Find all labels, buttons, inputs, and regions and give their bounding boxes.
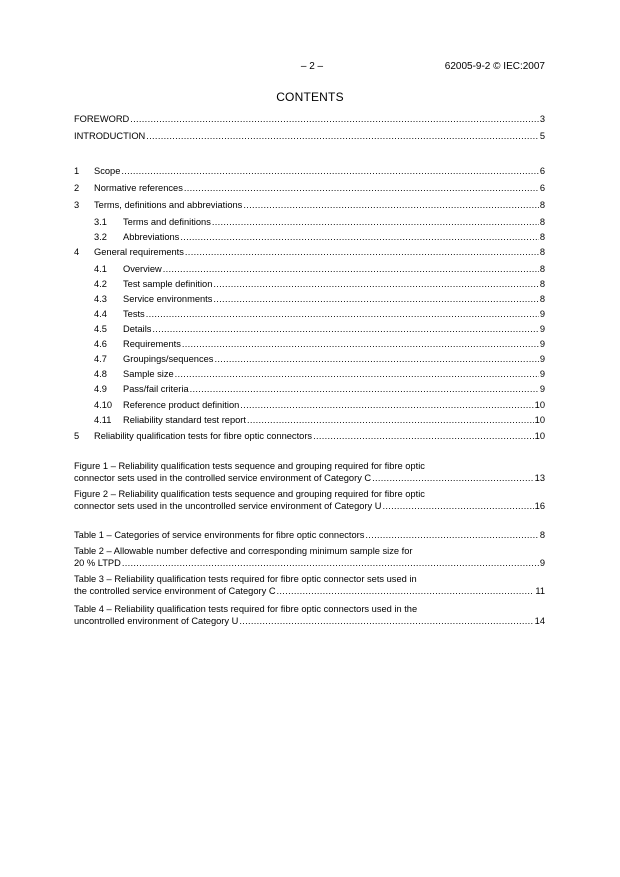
- toc-entry-figure[interactable]: [74, 500, 545, 512]
- section-number: 5: [74, 431, 80, 441]
- toc-entry-page: 5: [539, 131, 545, 141]
- toc-entry-table[interactable]: [74, 557, 545, 569]
- toc-entry-label: Reference product definition: [123, 400, 240, 410]
- toc-entry-page: 9: [539, 384, 545, 394]
- toc-entry-introduction[interactable]: [74, 130, 545, 142]
- table-of-contents: [74, 0, 545, 877]
- toc-entry-label: uncontrolled environment of Category U: [74, 616, 239, 626]
- toc-entry-page: 9: [539, 369, 545, 379]
- page-number: – 2 –: [300, 61, 324, 72]
- toc-entry-page: 6: [539, 166, 545, 176]
- section-number: 4.9: [94, 384, 107, 394]
- leader-dots: [190, 383, 539, 395]
- toc-entry-page: 9: [539, 339, 545, 349]
- toc-entry-page: 8: [539, 294, 545, 304]
- section-number: 4.1: [94, 264, 107, 274]
- toc-entry-page: 14: [534, 616, 545, 626]
- leader-dots: [365, 529, 538, 541]
- leader-dots: [212, 216, 539, 228]
- figure-entry-line: Figure 2 – Reliability qualification tests sequence and grouping required for fibre optic: [74, 489, 425, 499]
- toc-entry-section[interactable]: [74, 246, 545, 258]
- section-number: 4.11: [94, 415, 112, 425]
- section-number: 4.6: [94, 339, 107, 349]
- toc-entry-label: Terms and definitions: [123, 217, 211, 227]
- toc-entry-label: connector sets used in the uncontrolled service environment of Category U: [74, 501, 382, 511]
- toc-entry-label: General requirements: [94, 247, 184, 257]
- toc-entry-label: Table 1 – Categories of service environments for fibre optic connectors: [74, 530, 365, 540]
- leader-dots: [277, 585, 535, 597]
- section-number: 4.3: [94, 294, 107, 304]
- leader-dots: [146, 130, 539, 142]
- toc-entry-label: Terms, definitions and abbreviations: [94, 200, 243, 210]
- toc-entry-page: 8: [539, 264, 545, 274]
- toc-entry-label: Normative references: [94, 183, 183, 193]
- toc-entry-subsection[interactable]: [94, 353, 545, 365]
- leader-dots: [239, 615, 533, 627]
- leader-dots: [213, 293, 538, 305]
- toc-entry-section[interactable]: [74, 165, 545, 177]
- leader-dots: [180, 231, 538, 243]
- toc-entry-label: Pass/fail criteria: [123, 384, 189, 394]
- toc-entry-label: Groupings/sequences: [123, 354, 214, 364]
- toc-entry-page: 9: [539, 354, 545, 364]
- toc-entry-table[interactable]: [74, 615, 545, 627]
- table-entry-line: Table 2 – Allowable number defective and corresponding minimum sample size for: [74, 546, 413, 556]
- section-number: 3: [74, 200, 80, 210]
- leader-dots: [213, 278, 538, 290]
- toc-entry-page: 9: [539, 309, 545, 319]
- toc-entry-figure[interactable]: [74, 472, 545, 484]
- toc-entry-page: 11: [535, 586, 545, 596]
- toc-entry-label: Details: [123, 324, 152, 334]
- leader-dots: [214, 353, 538, 365]
- toc-entry-page: 10: [534, 400, 545, 410]
- toc-entry-label: Abbreviations: [123, 232, 180, 242]
- leader-dots: [121, 165, 538, 177]
- toc-entry-label: Tests: [123, 309, 145, 319]
- section-number: 4.7: [94, 354, 107, 364]
- toc-entry-label: Test sample definition: [123, 279, 213, 289]
- toc-entry-table[interactable]: [74, 529, 545, 541]
- toc-entry-section[interactable]: [74, 430, 545, 442]
- toc-entry-page: 8: [539, 247, 545, 257]
- leader-dots: [163, 263, 539, 275]
- toc-entry-label: Requirements: [123, 339, 181, 349]
- toc-entry-label: 20 % LTPD: [74, 558, 121, 568]
- toc-entry-subsection[interactable]: [94, 338, 545, 350]
- toc-entry-label: Reliability standard test report: [123, 415, 246, 425]
- leader-dots: [130, 113, 539, 125]
- leader-dots: [372, 472, 534, 484]
- toc-entry-subsection[interactable]: [94, 216, 545, 228]
- toc-entry-table[interactable]: [74, 585, 545, 597]
- toc-entry-label: connector sets used in the controlled service environment of Category C: [74, 473, 372, 483]
- toc-entry-page: 10: [534, 431, 545, 441]
- toc-entry-label: Sample size: [123, 369, 174, 379]
- leader-dots: [313, 430, 534, 442]
- toc-entry-page: 6: [539, 183, 545, 193]
- section-number: 4.5: [94, 324, 107, 334]
- toc-entry-subsection[interactable]: [94, 293, 545, 305]
- section-number: 2: [74, 183, 80, 193]
- leader-dots: [247, 414, 534, 426]
- toc-entry-page: 8: [539, 530, 545, 540]
- toc-entry-label: Service environments: [123, 294, 213, 304]
- toc-entry-page: 16: [534, 501, 545, 511]
- toc-entry-label: the controlled service environment of Category C: [74, 586, 276, 596]
- leader-dots: [146, 308, 539, 320]
- page-title: CONTENTS: [276, 90, 344, 104]
- toc-entry-subsection[interactable]: [94, 263, 545, 275]
- section-number: 1: [74, 166, 80, 176]
- leader-dots: [382, 500, 533, 512]
- table-entry-line: Table 3 – Reliability qualification tests required for fibre optic connector sets used in: [74, 574, 417, 584]
- toc-entry-page: 3: [539, 114, 545, 124]
- toc-entry-label: INTRODUCTION: [74, 131, 146, 141]
- section-number: 4.2: [94, 279, 107, 289]
- figure-entry-line: Figure 1 – Reliability qualification tests sequence and grouping required for fibre optic: [74, 461, 425, 471]
- toc-entry-subsection[interactable]: [94, 414, 545, 426]
- section-number: 4: [74, 247, 80, 257]
- table-entry-line: Table 4 – Reliability qualification tests required for fibre optic connectors used in the: [74, 604, 418, 614]
- toc-entry-section[interactable]: [74, 182, 545, 194]
- toc-entry-page: 8: [539, 279, 545, 289]
- section-number: 4.4: [94, 309, 107, 319]
- leader-dots: [182, 338, 539, 350]
- section-number: 3.2: [94, 232, 107, 242]
- toc-entry-foreword[interactable]: [74, 113, 545, 125]
- toc-entry-page: 9: [539, 324, 545, 334]
- toc-entry-label: Reliability qualification tests for fibre optic connectors: [94, 431, 313, 441]
- toc-entry-subsection[interactable]: [94, 231, 545, 243]
- toc-entry-subsection[interactable]: [94, 399, 545, 411]
- toc-entry-label: Overview: [123, 264, 162, 274]
- leader-dots: [184, 182, 539, 194]
- toc-entry-section[interactable]: [74, 199, 545, 211]
- leader-dots: [122, 557, 539, 569]
- toc-entry-subsection[interactable]: [94, 278, 545, 290]
- leader-dots: [243, 199, 539, 211]
- section-number: 4.8: [94, 369, 107, 379]
- toc-entry-page: 13: [534, 473, 545, 483]
- section-number: 3.1: [94, 217, 107, 227]
- leader-dots: [185, 246, 539, 258]
- toc-entry-label: FOREWORD: [74, 114, 130, 124]
- toc-entry-subsection[interactable]: [94, 323, 545, 335]
- toc-entry-page: 10: [534, 415, 545, 425]
- toc-entry-label: Scope: [94, 166, 121, 176]
- toc-entry-page: 8: [539, 217, 545, 227]
- standard-reference: 62005-9-2 © IEC:2007: [444, 61, 545, 72]
- section-number: 4.10: [94, 400, 113, 410]
- leader-dots: [152, 323, 538, 335]
- leader-dots: [175, 368, 539, 380]
- toc-entry-subsection[interactable]: [94, 383, 545, 395]
- toc-entry-page: 8: [539, 232, 545, 242]
- toc-entry-subsection[interactable]: [94, 308, 545, 320]
- leader-dots: [240, 399, 533, 411]
- toc-entry-page: 9: [539, 558, 545, 568]
- toc-entry-page: 8: [539, 200, 545, 210]
- toc-entry-subsection[interactable]: [94, 368, 545, 380]
